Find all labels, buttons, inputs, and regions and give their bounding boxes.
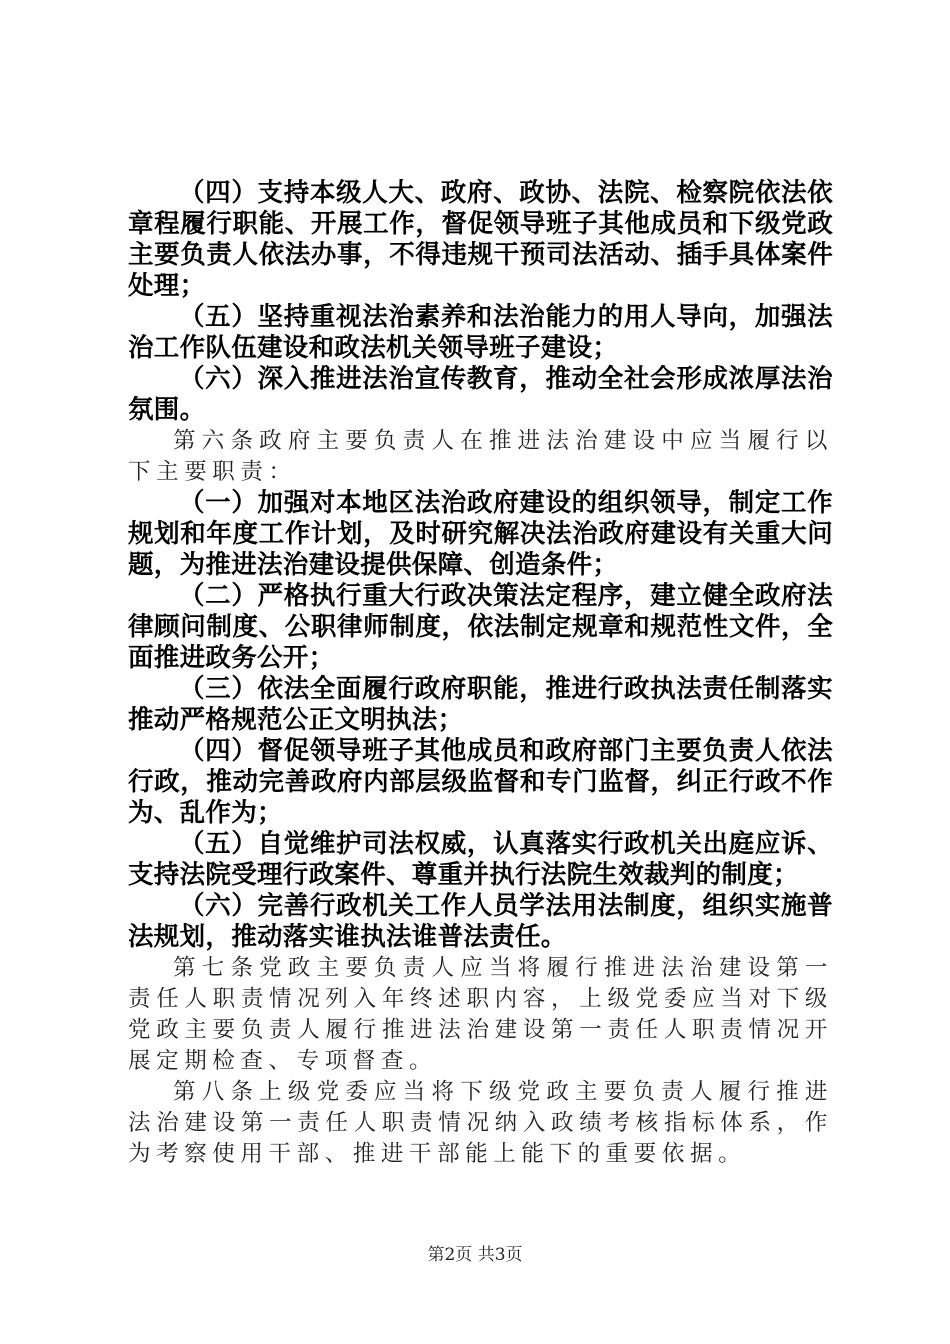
paragraph-art6-item5: （五）自觉维护司法权威，认真落实行政机关出庭应诉、支持法院受理行政案件、尊重并执行法院生效裁判的制度； xyxy=(128,829,833,890)
paragraph-article-7: 第七条党政主要负责人应当将履行推进法治建设第一责任人职责情况列入年终述职内容，上级党委应当对下级党政主要负责人履行推进法治建设第一责任人职责情况开展定期检查、专项督查。 xyxy=(128,955,833,1074)
document-body xyxy=(128,178,833,1170)
paragraph-art6-item1: （一）加强对本地区法治政府建设的组织领导，制定工作规划和年度工作计划，及时研究解决法治政府建设有关重大问题，为推进法治建设提供保障、创造条件； xyxy=(128,488,833,580)
paragraph-article-6: 第六条政府主要负责人在推进法治建设中应当履行以下主要职责： xyxy=(128,428,833,485)
paragraph-art5-item4: （四）支持本级人大、政府、政协、法院、检察院依法依章程履行职能、开展工作，督促领导班子其他成员和下级党政主要负责人依法办事，不得违规干预司法活动、插手具体案件处理； xyxy=(128,178,833,301)
paragraph-art5-item5: （五）坚持重视法治素养和法治能力的用人导向，加强法治工作队伍建设和政法机关领导班子建设； xyxy=(128,302,833,363)
paragraph-art6-item4: （四）督促领导班子其他成员和政府部门主要负责人依法行政，推动完善政府内部层级监督和专门监督，纠正行政不作为、乱作为； xyxy=(128,736,833,828)
paragraph-art5-item6: （六）深入推进法治宣传教育，推动全社会形成浓厚法治氛围。 xyxy=(128,364,833,425)
page-number-footer: 第2页 共3页 xyxy=(427,1245,523,1265)
paragraph-art6-item6: （六）完善行政机关工作人员学法用法制度，组织实施普法规划，推动落实谁执法谁普法责任。 xyxy=(128,891,833,952)
paragraph-art6-item2: （二）严格执行重大行政决策法定程序，建立健全政府法律顾问制度、公职律师制度，依法制定规章和规范性文件，全面推进政务公开； xyxy=(128,581,833,673)
paragraph-article-8: 第八条上级党委应当将下级党政主要负责人履行推进法治建设第一责任人职责情况纳入政绩考核指标体系，作为考察使用干部、推进干部能上能下的重要依据。 xyxy=(128,1079,833,1167)
paragraph-art6-item3: （三）依法全面履行政府职能，推进行政执法责任制落实推动严格规范公正文明执法； xyxy=(128,674,833,735)
